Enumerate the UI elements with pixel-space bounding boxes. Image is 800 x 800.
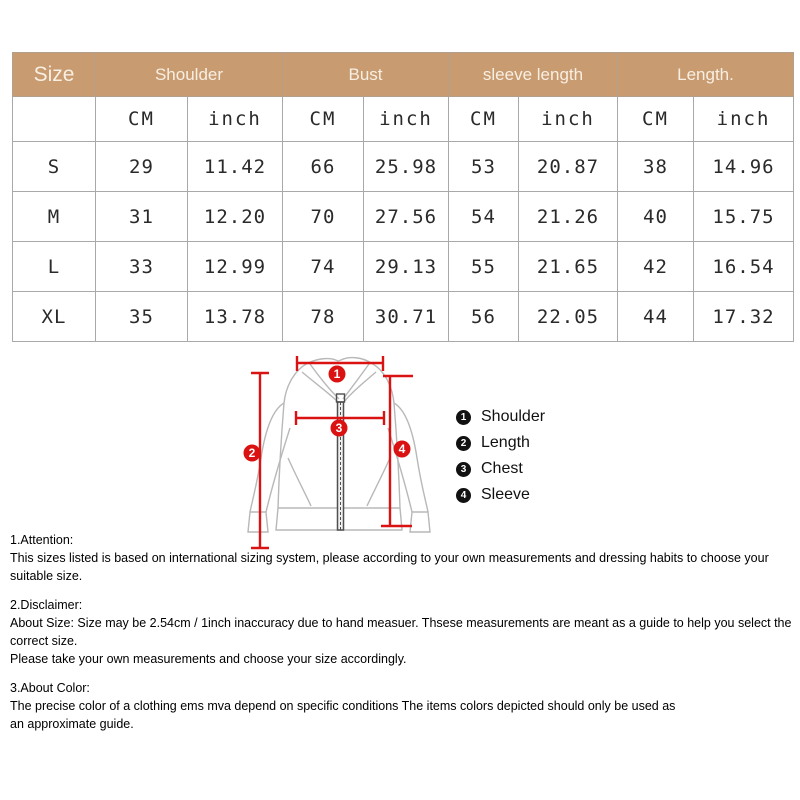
jacket-measurement-diagram (220, 348, 460, 560)
unit-inch: inch (364, 97, 449, 142)
note-line: The precise color of a clothing ems mva depend on specific conditions The items colors depicted should only be used as (10, 699, 676, 713)
unit-cm: CM (283, 97, 364, 142)
cell-bust-cm: 70 (283, 192, 364, 242)
cell-shoulder-inch: 13.78 (188, 292, 283, 342)
cell-sleeve-cm: 55 (449, 242, 519, 292)
unit-cm: CM (96, 97, 188, 142)
legend-badge-3-icon: 3 (456, 462, 471, 477)
legend-badge-2-icon: 2 (456, 436, 471, 451)
cell-bust-inch: 27.56 (364, 192, 449, 242)
dimension-lines (248, 356, 413, 548)
zipper (337, 394, 345, 530)
note-heading: 1.Attention: (10, 533, 74, 547)
cell-sleeve-inch: 21.26 (519, 192, 618, 242)
cell-sleeve-cm: 53 (449, 142, 519, 192)
badge-4: 4 (398, 442, 406, 457)
cell-sleeve-inch: 22.05 (519, 292, 618, 342)
unit-inch: inch (694, 97, 794, 142)
cell-shoulder-cm: 31 (96, 192, 188, 242)
legend-item-chest (456, 456, 545, 482)
cell-length-cm: 40 (618, 192, 694, 242)
table-unit-row (13, 97, 794, 142)
legend-item-sleeve (456, 482, 545, 508)
cell-length-cm: 38 (618, 142, 694, 192)
note-disclaimer (10, 596, 796, 668)
note-line: This sizes listed is based on international sizing system, please according to your own measurements and dressing habits to choose your suitable size. (10, 551, 769, 583)
header-size: Size (13, 53, 96, 97)
badge-1: 1 (333, 367, 341, 382)
cell-shoulder-cm: 29 (96, 142, 188, 192)
cell-sleeve-inch: 20.87 (519, 142, 618, 192)
table-row-m (13, 192, 794, 242)
cell-sleeve-inch: 21.65 (519, 242, 618, 292)
header-sleeve-length: sleeve length (449, 53, 618, 97)
note-heading: 3.About Color: (10, 681, 90, 695)
note-heading: 2.Disclaimer: (10, 598, 83, 612)
cell-shoulder-inch: 12.20 (188, 192, 283, 242)
dimension-badges (244, 366, 411, 462)
cell-size: M (13, 192, 96, 242)
cell-bust-cm: 66 (283, 142, 364, 192)
table-row-xl (13, 292, 794, 342)
unit-cm: CM (618, 97, 694, 142)
unit-cm: CM (449, 97, 519, 142)
legend-badge-4-icon: 4 (456, 488, 471, 503)
cell-shoulder-inch: 12.99 (188, 242, 283, 292)
cell-bust-cm: 74 (283, 242, 364, 292)
cell-bust-inch: 25.98 (364, 142, 449, 192)
table-row-l (13, 242, 794, 292)
legend-badge-1-icon: 1 (456, 410, 471, 425)
cell-length-inch: 14.96 (694, 142, 794, 192)
note-line: Please take your own measurements and choose your size accordingly. (10, 652, 407, 666)
cell-length-inch: 17.32 (694, 292, 794, 342)
legend-item-length (456, 430, 545, 456)
cell-length-inch: 16.54 (694, 242, 794, 292)
table-row-s (13, 142, 794, 192)
cell-bust-inch: 29.13 (364, 242, 449, 292)
legend-item-shoulder (456, 404, 545, 430)
cell-shoulder-inch: 11.42 (188, 142, 283, 192)
header-shoulder: Shoulder (96, 53, 283, 97)
cell-bust-cm: 78 (283, 292, 364, 342)
cell-length-cm: 42 (618, 242, 694, 292)
unit-inch: inch (188, 97, 283, 142)
legend-label: Sleeve (481, 486, 530, 503)
legend-label: Length (481, 434, 530, 451)
notes-section (10, 531, 796, 744)
cell-length-inch: 15.75 (694, 192, 794, 242)
header-length: Length. (618, 53, 794, 97)
cell-sleeve-cm: 56 (449, 292, 519, 342)
badge-3: 3 (335, 421, 343, 436)
size-table (12, 52, 794, 342)
badge-2: 2 (248, 446, 256, 461)
cell-size: XL (13, 292, 96, 342)
cell-bust-inch: 30.71 (364, 292, 449, 342)
cell-sleeve-cm: 54 (449, 192, 519, 242)
legend-label: Shoulder (481, 408, 546, 425)
note-attention (10, 531, 796, 585)
unit-empty-cell (13, 97, 96, 142)
note-line: About Size: Size may be 2.54cm / 1inch inaccuracy due to hand measuer. Thsese measurements are meant as a guide to help you select the correct size. (10, 616, 792, 648)
note-about-color (10, 679, 796, 733)
cell-shoulder-cm: 35 (96, 292, 188, 342)
measurement-legend (456, 404, 545, 508)
cell-shoulder-cm: 33 (96, 242, 188, 292)
unit-inch: inch (519, 97, 618, 142)
legend-label: Chest (481, 460, 523, 477)
note-line: an approximate guide. (10, 717, 134, 731)
cell-size: L (13, 242, 96, 292)
table-header-row (13, 53, 794, 97)
cell-length-cm: 44 (618, 292, 694, 342)
cell-size: S (13, 142, 96, 192)
header-bust: Bust (283, 53, 449, 97)
